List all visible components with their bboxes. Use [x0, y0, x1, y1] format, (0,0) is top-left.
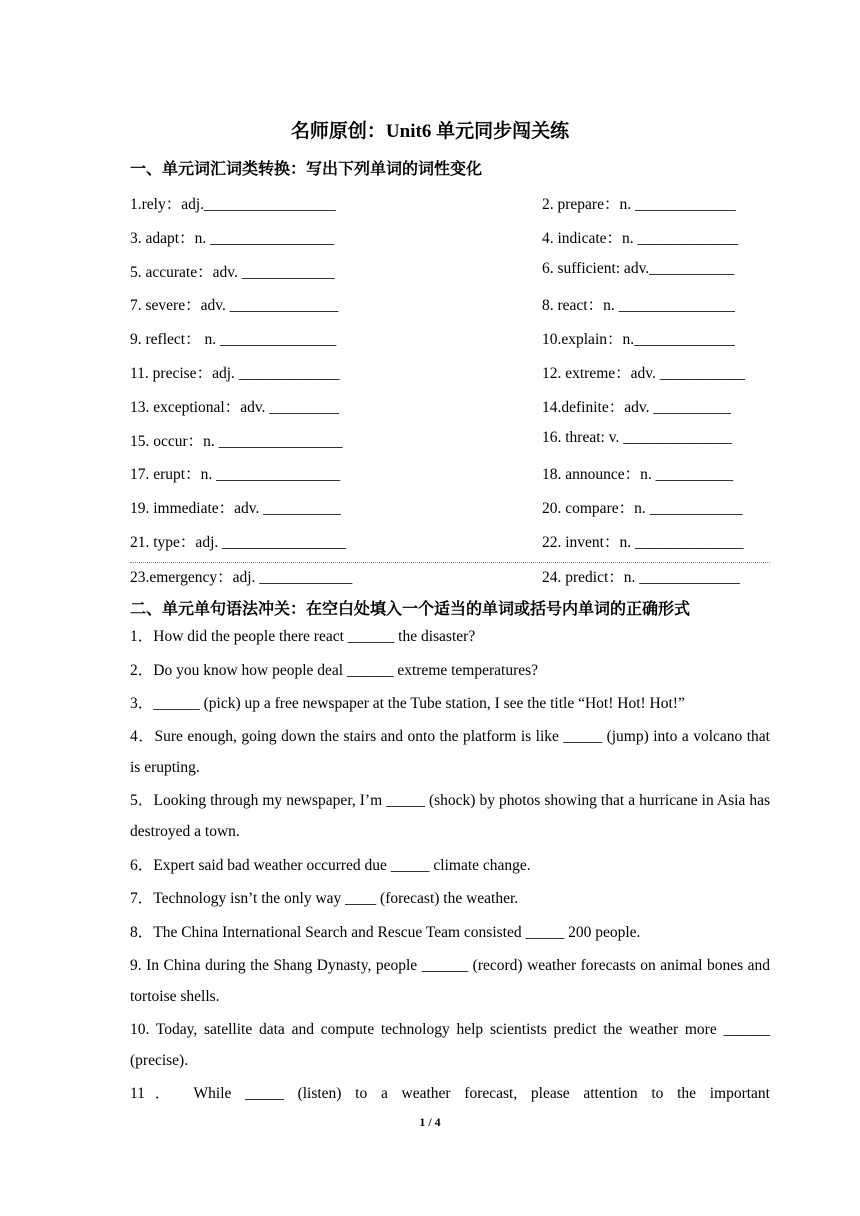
sentence-item: 5．Looking through my newspaper, I’m _____ (shock) by photos showing that a hurricane in Asia has destroyed a town. — [130, 791, 770, 840]
vocab-item: 9. reflect： n. _______________ — [130, 331, 337, 349]
sentence-list — [130, 620, 770, 1111]
page-title: 名师原创：Unit6 单元同步闯关练 — [290, 121, 570, 142]
vocab-item: 6. sufficient: adv.___________ — [542, 259, 735, 277]
vocab-item: 7. severe：adv. ______________ — [130, 297, 339, 315]
sentence-item: 6．Expert said bad weather occurred due _____ climate change. — [130, 856, 531, 874]
vocab-item: 16. threat: v. ______________ — [542, 428, 732, 446]
vocab-item: 12. extreme：adv. ___________ — [542, 364, 746, 382]
vocab-row — [130, 325, 770, 359]
vocab-item: 21. type：adj. ________________ — [130, 533, 347, 551]
sentence-item: 9. In China during the Shang Dynasty, people ______ (record) weather forecasts on animal bones and tortoise shells. — [130, 956, 770, 1005]
vocab-item: 13. exceptional：adv. _________ — [130, 398, 340, 416]
vocab-item: 17. erupt：n. ________________ — [130, 466, 341, 484]
vocab-item: 20. compare：n. ____________ — [542, 500, 743, 518]
vocab-row — [130, 291, 770, 325]
vocab-row — [130, 258, 770, 292]
vocab-row — [130, 460, 770, 494]
vocab-row — [130, 190, 770, 224]
sentence-item: 10. Today, satellite data and compute technology help scientists predict the weather more ______ (precise). — [130, 1020, 770, 1069]
vocab-item: 2. prepare：n. _____________ — [542, 196, 736, 213]
vocab-item: 3. adapt：n. ________________ — [130, 229, 335, 247]
vocab-item: 4. indicate：n. _____________ — [542, 229, 739, 247]
vocab-row — [130, 359, 770, 393]
vocab-list — [130, 190, 770, 597]
vocab-row — [130, 427, 770, 461]
sentence-item: 2．Do you know how people deal ______ extreme temperatures? — [130, 661, 539, 679]
sentence-item: 4．Sure enough, going down the stairs and onto the platform is like _____ (jump) into a volcano that is erupting. — [130, 727, 770, 776]
vocab-item: 22. invent：n. ______________ — [542, 533, 744, 551]
vocab-item: 19. immediate：adv. __________ — [130, 500, 341, 518]
vocab-item: 18. announce：n. __________ — [542, 466, 734, 484]
vocab-item: 5. accurate：adv. ____________ — [130, 263, 335, 281]
section1-heading: 一、单元词汇词类转换：写出下列单词的词性变化 — [130, 159, 483, 178]
sentence-item: 7．Technology isn’t the only way ____ (forecast) the weather. — [130, 890, 519, 908]
vocab-row — [130, 563, 770, 597]
vocab-item: 24. predict：n. _____________ — [542, 568, 741, 586]
section2-heading: 二、单元单句语法冲关：在空白处填入一个适当的单词或括号内单词的正确形式 — [130, 599, 691, 618]
sentence-item: 8．The China International Search and Rescue Team consisted _____ 200 people. — [130, 923, 641, 941]
vocab-item: 11. precise：adj. _____________ — [130, 364, 340, 382]
page-number: 1 / 4 — [419, 1115, 441, 1129]
vocab-item: 1.rely：adj._________________ — [130, 196, 336, 213]
vocab-item: 14.definite：adv. __________ — [542, 398, 731, 416]
vocab-row — [130, 528, 770, 563]
vocab-item: 10.explain：n._____________ — [542, 331, 735, 349]
vocab-row — [130, 393, 770, 427]
sentence-item: 11． While _____ (listen) to a weather forecast, please attention to the important — [130, 1084, 770, 1102]
vocab-item: 8. react：n. _______________ — [542, 297, 735, 315]
sentence-item: 1．How did the people there react ______ the disaster? — [130, 628, 476, 645]
vocab-item: 15. occur：n. ________________ — [130, 432, 343, 450]
vocab-item: 23.emergency：adj. ____________ — [130, 568, 353, 586]
sentence-item: 3．______ (pick) up a free newspaper at the Tube station, I see the title “Hot! Hot! Hot!” — [130, 695, 685, 713]
vocab-row — [130, 224, 770, 258]
vocab-row — [130, 494, 770, 528]
